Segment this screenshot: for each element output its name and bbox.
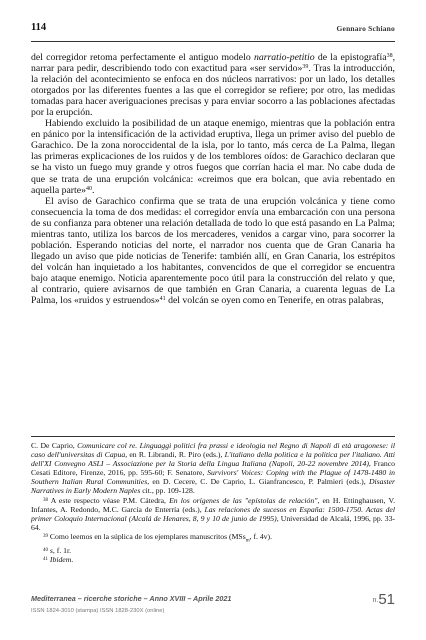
issn-line: ISSN 1824-3010 (stampa) ISSN 1828-230X (online) (31, 608, 165, 614)
running-header (31, 22, 395, 36)
header-rule (31, 41, 395, 42)
footnote-rule (31, 436, 395, 437)
running-author: Gennaro Schiano (336, 24, 395, 33)
footnote-ref-40[interactable]: 40 (85, 185, 92, 192)
footer-page-number: n.51 (372, 591, 395, 608)
footnote-ref-39[interactable]: 39 (302, 64, 309, 71)
paragraph-2: Habiendo excluido la posibilidad de un ataque enemigo, mientras que la población entra en pánico por la intensificación de la actividad eruptiva, llega un primer aviso del pueblo de Garachico. De la zona noroccidental de la isla, por lo tanto, más cerca de La Palma, llegan las primeras explicaciones de los ruidos y de los temblores oídos: de Garachico declaran que se ha visto un fuego muy grande y otros fuegos que corrían hacia el mar. No cabe duda de que se trata de una erupción volcánica: «creimos que era bolcan, que avia rebentado en aquella parte»$^{40}$. (31, 118, 395, 196)
footnotes (31, 441, 395, 564)
main-text (31, 52, 395, 306)
footnote-40: $^{40}$ s, f. 1r. (43, 545, 72, 555)
paragraph-3: El aviso de Garachico confirma que se trata de una erupción volcánica y tiene como consecuencia la toma de dos medidas: el corregidor envía una embarcación con una persona de su confianza para obtener una relación detallada de todo lo que está pasando en La Palma; mientras tanto, utiliza los barcos de los mercaderes, venidos a cargar vino, para socorrer la población. Esperando noticias del norte, el narrador nos cuenta que de Gran Canaria ha llegado un aviso que pide noticias de Tenerife: también allí, en Gran Canaria, los estrépitos del volcán han inquietado a los habitantes, convencidos de que el corregidor se encuentra bajo ataque enemigo. Noticia aparentemente poco útil para la construcción del relato y que, al contrario, quiere avisarnos de que también en Gran Canaria, a cuarenta leguas de La Palma, los «ruidos y estruendos»$^{41}$ del volcán se oyen como en Tenerife, en otras palabras, (31, 195, 395, 307)
footnote-38: $^{38}$ A este respecto véase P.M. Cátedra, En los orígenes de las "epístolas de relación", en H. Ettinghausen, V. Infantes, A. Redondo, M.C. García de Enterría (eds.), Las relaciones de sucesos en España: 1500-1750. Actas del primer Coloquio Internacional (Alcalá de Henares, 8, 9 y 10 de junio de 1995), Universidad de Alcalá, 1996, pp. 33-64. (31, 495, 395, 532)
footnote-continuation: C. De Caprio, Comunicare col re. Linguaggi politici fra prassi e ideologia nel Regno di Napoli di età aragonese: il caso dell'universitas di Capua, en R. Librandi, R. Piro (eds.), L'italiano della politica e la politica per l'italiano. Atti dell'XI Convegno ASLI – Associazione per la Storia della Lingua Italiana (Napoli, 20-22 novembre 2014), Franco Cesati Editore, Firenze, 2016, pp. 595-60; F. Senatore, Survivors' Voices: Coping with the Plague of 1478-1480 in Southern Italian Rural Communities, en D. Cecere, C. De Caprio, L. Gianfrancesco, P. Palmieri (eds.), Disaster Narratives in Early Modern Naples cit., pp. 109-128. (31, 441, 396, 496)
footnote-ref-38[interactable]: 38 (386, 53, 393, 59)
page-number: 114 (31, 22, 47, 33)
footnote-41: $^{41}$ Ibidem. (43, 554, 74, 564)
footnote-39: $^{39}$ Como leemos en la súplica de los ejemplares manuscritos (MSs$_m$, f. 4v). (43, 531, 273, 544)
journal-title: Mediterranea – ricerche storiche – Anno XVIII – Aprile 2021 (31, 594, 232, 603)
page-footer (31, 591, 395, 622)
paragraph-1: del corregidor retoma perfectamente el antiguo modelo narratio-petitio de la epistografía$^{38}$, narrar para pedir, describiendo todo con exactitud para «ser servido»$^{39}$. Tras la introducción, la relación del acontecimiento se enfoca en dos núcleos narrativos: por un lado, los detalles otorgados por las diferentes fuentes a las que el corregidor se refiere; por otro, las medidas tomadas para hacer averiguaciones precisas y para enviar socorro a las poblaciones afectadas por la erupción. (31, 52, 395, 119)
footnote-ref-41[interactable]: 41 (159, 296, 166, 303)
